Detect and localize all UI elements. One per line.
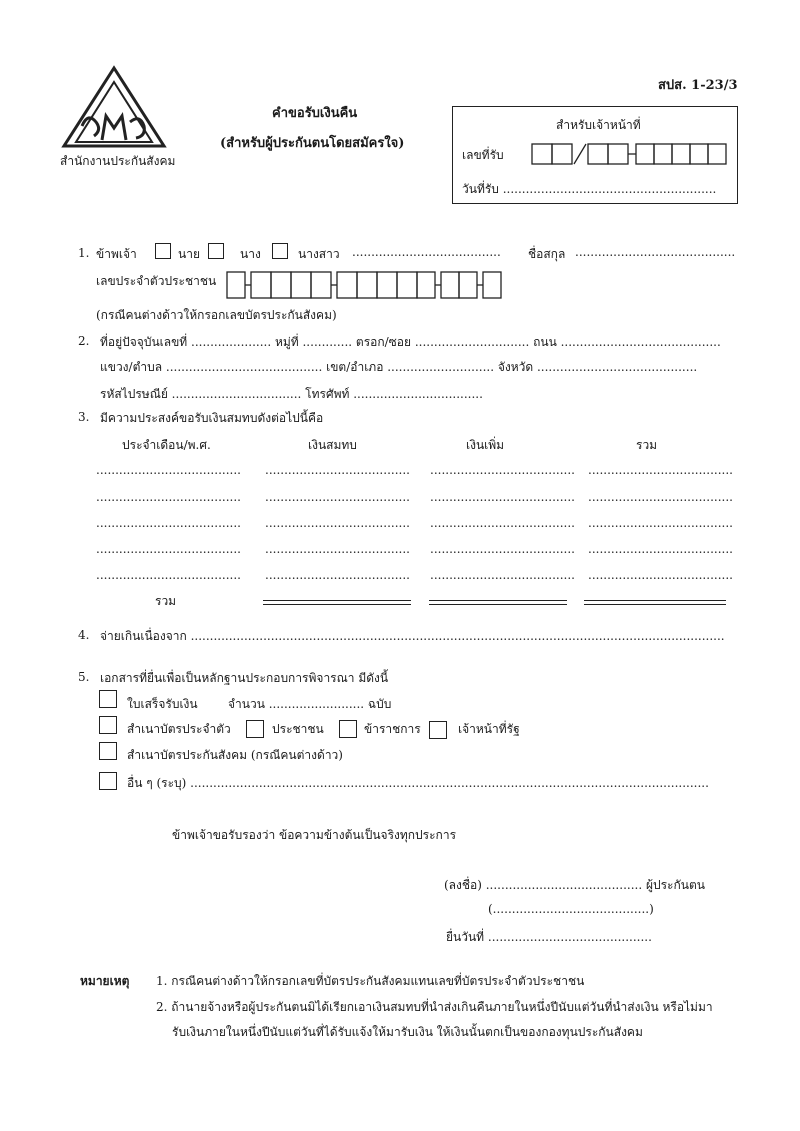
table-cell-r2-c4[interactable]: ...................................... — [588, 490, 733, 504]
doc-ss-card-checkbox[interactable] — [99, 742, 117, 760]
receipt-no-label: เลขที่รับ — [462, 148, 504, 162]
doc-receipt-checkbox[interactable] — [99, 690, 117, 708]
receipt-date[interactable]: วันที่รับ ........................................................ — [462, 182, 717, 196]
submit-date-line[interactable]: ยื่นวันที่ ........................................... — [446, 930, 652, 944]
org-name: สำนักงานประกันสังคม — [60, 154, 176, 168]
table-cell-r3-c4[interactable]: ...................................... — [588, 516, 733, 530]
title-mr-label: นาย — [178, 247, 200, 261]
table-cell-r4-c3[interactable]: ...................................... — [430, 542, 575, 556]
table-cell-r2-c2[interactable]: ...................................... — [265, 490, 410, 504]
table-cell-r2-c3[interactable]: ...................................... — [430, 490, 575, 504]
doc-other-checkbox[interactable] — [99, 772, 117, 790]
remark-2a: 2. ถ้านายจ้างหรือผู้ประกันตนมิได้เรียกเอาเงินสมทบที่นำส่งเกินคืนภายในหนึ่งปีนับแต่วันที่นำส่งเงิน หรือไม่มา — [156, 1000, 713, 1014]
sso-logo — [58, 64, 170, 150]
name-field[interactable]: ....................................... — [352, 245, 501, 259]
table-cell-r1-c1[interactable]: ...................................... — [96, 463, 241, 477]
title-miss-checkbox[interactable] — [272, 243, 288, 259]
form-code: สปส. 1-23/3 — [658, 78, 738, 93]
title-mr-checkbox[interactable] — [155, 243, 171, 259]
col-month-year: ประจำเดือน/พ.ศ. — [122, 438, 211, 452]
overpaid-reason-field[interactable]: จ่ายเกินเนื่องจาก ............................................................................................................................................ — [100, 629, 725, 643]
id-label: เลขประจำตัวประชาชน — [96, 274, 217, 288]
table-cell-r5-c2[interactable]: ...................................... — [265, 568, 410, 582]
table-cell-r4-c4[interactable]: ...................................... — [588, 542, 733, 556]
id-number-boxes[interactable] — [225, 270, 505, 300]
table-cell-r3-c1[interactable]: ...................................... — [96, 516, 241, 530]
officer-box-title: สำหรับเจ้าหน้าที่ — [556, 118, 641, 132]
address-line3[interactable]: รหัสไปรษณีย์ .................................. โทรศัพท์ .................................. — [100, 387, 483, 401]
sec2-num: 2. — [78, 334, 90, 348]
table-cell-r5-c4[interactable]: ...................................... — [588, 568, 733, 582]
surname-label: ชื่อสกุล — [528, 247, 566, 261]
doc-civil-servant-checkbox[interactable] — [339, 720, 357, 738]
total-underline-contribution — [263, 600, 411, 605]
sec5-text: เอกสารที่ยื่นเพื่อเป็นหลักฐานประกอบการพิจารณา มีดังนี้ — [100, 671, 389, 685]
col-total: รวม — [636, 438, 658, 452]
title-mrs-checkbox[interactable] — [208, 243, 224, 259]
sec1-note: (กรณีคนต่างด้าวให้กรอกเลขบัตรประกันสังคม) — [96, 308, 337, 322]
table-cell-r5-c1[interactable]: ...................................... — [96, 568, 241, 582]
doc-id-copy-label: สำเนาบัตรประจำตัว — [127, 722, 231, 736]
total-underline-surcharge — [429, 600, 567, 605]
address-line1[interactable]: ที่อยู่ปัจจุบันเลขที่ ..................... หมู่ที่ ............. ตรอก/ซอย .............................. ถนน .......................................... — [100, 335, 721, 349]
table-cell-r1-c4[interactable]: ...................................... — [588, 463, 733, 477]
table-cell-r1-c3[interactable]: ...................................... — [430, 463, 575, 477]
doc-civil-servant-label: ข้าราชการ — [364, 722, 421, 736]
table-cell-r1-c2[interactable]: ...................................... — [265, 463, 410, 477]
total-underline-total — [584, 600, 726, 605]
signature-line[interactable]: (ลงชื่อ) ......................................... ผู้ประกันตน — [444, 878, 705, 892]
table-total-label: รวม — [155, 594, 177, 608]
doc-receipt-amount[interactable]: จำนวน ......................... ฉบับ — [228, 697, 392, 711]
doc-other-field[interactable]: อื่น ๆ (ระบุ) ........................................................................................................................................ — [127, 776, 709, 790]
form-subtitle: (สำหรับผู้ประกันตนโดยสมัครใจ) — [220, 136, 405, 151]
surname-field[interactable]: .......................................... — [575, 245, 736, 259]
remarks-label: หมายเหตุ — [80, 974, 130, 988]
address-line2[interactable]: แขวง/ตำบล ......................................... เขต/อำเภอ ............................ จังหวัด .......................................... — [100, 360, 698, 374]
receipt-no-boxes[interactable] — [530, 142, 730, 166]
table-cell-r2-c1[interactable]: ...................................... — [96, 490, 241, 504]
sec4-num: 4. — [78, 628, 90, 642]
table-cell-r4-c2[interactable]: ...................................... — [265, 542, 410, 556]
table-cell-r3-c2[interactable]: ...................................... — [265, 516, 410, 530]
sec1-i-label: ข้าพเจ้า — [96, 247, 137, 261]
col-contribution: เงินสมทบ — [308, 438, 357, 452]
sec3-text: มีความประสงค์ขอรับเงินสมทบดังต่อไปนี้คือ — [100, 411, 324, 425]
doc-state-officer-label: เจ้าหน้าที่รัฐ — [458, 722, 520, 736]
doc-citizen-checkbox[interactable] — [246, 720, 264, 738]
doc-receipt-label: ใบเสร็จรับเงิน — [127, 697, 198, 711]
sec1-num: 1. — [78, 246, 90, 260]
table-cell-r5-c3[interactable]: ...................................... — [430, 568, 575, 582]
doc-id-copy-checkbox[interactable] — [99, 716, 117, 734]
title-miss-label: นางสาว — [298, 247, 340, 261]
sec3-num: 3. — [78, 410, 90, 424]
remark-1: 1. กรณีคนต่างด้าวให้กรอกเลขที่บัตรประกันสังคมแทนเลขที่บัตรประจำตัวประชาชน — [156, 974, 585, 988]
certify-text: ข้าพเจ้าขอรับรองว่า ข้อความข้างต้นเป็นจริงทุกประการ — [172, 828, 457, 842]
table-cell-r3-c3[interactable]: ...................................... — [430, 516, 575, 530]
form-title: คำขอรับเงินคืน — [272, 106, 358, 121]
remark-2b: รับเงินภายในหนึ่งปีนับแต่วันที่ได้รับแจ้งให้มารับเงิน ให้เงินนั้นตกเป็นของกองทุนประกันสังคม — [172, 1025, 643, 1039]
doc-citizen-label: ประชาชน — [272, 722, 324, 736]
table-cell-r4-c1[interactable]: ...................................... — [96, 542, 241, 556]
printed-name-line[interactable]: (.........................................) — [488, 902, 654, 916]
doc-state-officer-checkbox[interactable] — [429, 721, 447, 739]
doc-ss-card-label: สำเนาบัตรประกันสังคม (กรณีคนต่างด้าว) — [127, 748, 343, 762]
col-surcharge: เงินเพิ่ม — [466, 438, 505, 452]
sec5-num: 5. — [78, 670, 90, 684]
title-mrs-label: นาง — [240, 247, 261, 261]
